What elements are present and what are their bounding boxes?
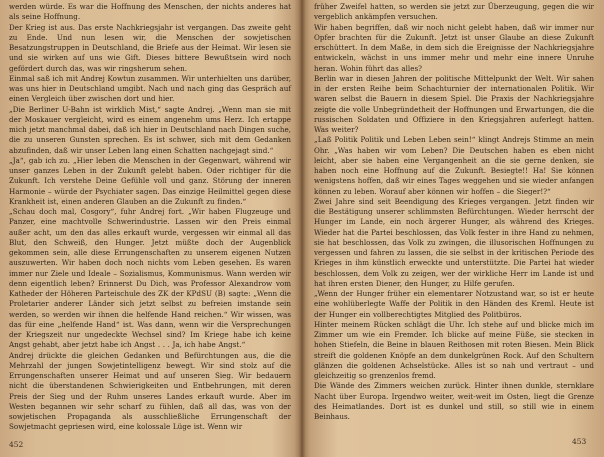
paragraph: „Laß Politik Politik und Leben Leben sein!“ klingt Andrejs Stimme an mein Ohr. „Was haben wir vom Leben? Die Deutschen haben es eben nicht leicht, aber sie haben eine Vergangenheit an die sie gerne denken, sie haben noch eine Hoffnung auf die Zukunft. Besiegte!! Ha! Sie können wenigstens hoffen, daß wir eines Tages weggehen und sie wieder anfangen können zu leben. Worauf aber können wir hoffen – die Sieger!?“ <box>314 135 594 196</box>
paragraph: Hinter meinem Rücken schlägt die Uhr. Ich stehe auf und blicke mich im Zimmer um wie ein Fremder. Ich blicke auf meine Füße, sie stecken in hohen Stiefeln, die Beine in blauen Reithosen mit roten Biesen. Mein Blick streift die goldenen Knöpfe an dem dunkelgrünen Rock. Auf den Schultern glänzen die goldenen Achselstücke. Alles ist so nah und vertraut – und gleichzeitig so grenzenlos fremd. <box>314 319 594 380</box>
paragraph: früher Zweifel hatten, so werden sie jetzt zur Überzeugung, gegen die wir vergeblich ankämpfen versuchen. <box>314 2 594 22</box>
paragraph: Berlin war in diesen Jahren der politische Mittelpunkt der Welt. Wir sahen in der ersten Reihe beim Schachturnier der internationalen Politik. Wir waren selbst die Bauern in diesem Spiel. Die Praxis der Nachkriegsjahre zeigte die volle Unbegründetheit der Hoffnungen und Erwartungen, die die russischen Soldaten und Offiziere in den Kriegsjahren auferlegt hatten. Was weiter? <box>314 73 594 134</box>
paragraph: „Die Berliner U-Bahn ist wirklich Mist,“ sagte Andrej. „Wenn man sie mit der Moskauer vergleicht, wird es einem angenehm ums Herz. Ich ertappe mich jetzt manchmal dabei, daß ich hier in Deutschland nach Dingen suche, die zu unseren Gunsten sprechen. Es ist schwer, sich mit dem Gedanken abzufinden, daß wir unser Leben lang einen Schatten nachgejagt sind.“ <box>9 104 291 155</box>
page-number: 453 <box>572 437 587 446</box>
paragraph: „Ja“, gab ich zu. „Hier leben die Menschen in der Gegenwart, während wir unser ganzes Leben in der Zukunft gelebt haben. Oder richtiger für die Zukunft. Ich verstehe Deine Gefühle voll und ganz. Störung der inneren Harmonie – würde der Psychiater sagen. Das einzige Heilmittel gegen diese Krankheit ist, einen anderen Glauben an die Zukunft zu finden.“ <box>9 155 291 206</box>
paragraph: „Wenn der Hunger früher ein elementarer Notzustand war, so ist er heute eine wohlüberlegte Waffe der Politik in den Händen des Kreml. Heute ist der Hunger ein vollberechtigtes Mitglied des Politbüros. <box>314 289 594 319</box>
paragraph: Zwei Jahre sind seit Beendigung des Krieges vergangen. Jetzt finden wir die Bestätigung unserer schlimmsten Befürchtungen. Wieder herrscht der Hunger im Lande, ein noch ärgerer Hunger, als während des Krieges. Wieder hat die Partei beschlossen, das Volk fester in ihre Hand zu nehmen, sie hat beschlossen, das Volk zu zwingen, die illusorischen Hoffnungen zu vergessen und fahren zu lassen, die sie selbst in der kritischen Periode des Krieges in ihm künstlich erweckte und unterstützte. Die Partei hat wieder beschlossen, dem Volk zu zeigen, wer der wirkliche Herr im Lande ist und hat ihren ersten Diener, den Hunger, zu Hilfe gerufen. <box>314 196 594 288</box>
paragraph: Der Krieg ist aus. Das erste Nachkriegsjahr ist vergangen. Das zweite geht zu Ende. Und nun lesen wir, die Menschen der sowjetischen Besatzungstruppen in Deutschland, die Briefe aus der Heimat. Wir lesen sie und sie wirken auf uns wie Gift. Dieses bittere Bewußtsein wird noch gefördert durch das, was wir ringsherum sehen. <box>9 22 291 73</box>
paragraph: Einmal saß ich mit Andrej Kowtun zusammen. Wir unterhielten uns darüber, was uns hier in Deutschland umgibt. Nach und nach ging das Gespräch auf einen Vergleich über zwischen dort und hier. <box>9 73 291 104</box>
paragraph: Andrej drückte die gleichen Gedanken und Befürchtungen aus, die die Mehrzahl der jungen Sowjetintelligenz bewegt. Wir sind stolz auf die Errungenschaften unserer Heimat und auf unseren Sieg. Wir bedauern nicht die überstandenen Schwierigkeiten und Entbehrungen, mit deren Preis der Sieg und der Ruhm unseres Landes erkauft wurde. Aber im Westen begannen wir sehr scharf zu fühlen, daß all das, was von der sowjetischen Propaganda als ausschließliche Errungenschaft der Sowjetmacht gepriesen wird, eine kolossale Lüge ist. Wenn wir <box>9 350 291 432</box>
right-page <box>302 0 604 457</box>
paragraph: Die Wände des Zimmers weichen zurück. Hinter ihnen dunkle, sternklare Nacht über Europa. Irgendwo weiter, weit-weit im Osten, liegt die Grenze des Heimatlandes. Dort ist es dunkel und still, so still wie in einem Beinhaus. <box>314 381 594 421</box>
paragraph: „Schau doch mal, Cosgory“, fuhr Andrej fort. „Wir haben Flugzeuge und Panzer, eine machtvolle Schwerindustrie. Lassen wir den Preis einmal außer acht, um den das alles erkauft wurde, vergessen wir einmal all das Blut, den Schweiß, den Hunger. Jetzt müßte doch der Augenblick gekommen sein, alle diese Errungenschaften zu unserem eigenen Nutzen auszuwerten. Wir haben doch noch nichts vom Leben gesehen. Es waren immer nur Ziele und Ideale – Sozialismus, Kommunismus. Wann werden wir denn eigentlich leben? Erinnerst Du Dich, was Professor Alexandrow vom Katheder der Höheren Parteischule des ZK der KPdSU (B) sagte: „Wenn die Proletarier anderer Länder sich jetzt selbst zu befreien imstande sein werden, so werden wir ihnen die helfende Hand reichen.“ Wir wissen, was das für eine „helfende Hand“ ist. Was dann, wenn wir die Versprechungen der Kriegszeit nur ungedeckte Wechsel sind? Im Kriege habe ich keine Angst gehabt, aber jetzt habe ich Angst . . . Ja, ich habe Angst.“ <box>9 207 291 350</box>
page-number: 452 <box>9 440 24 449</box>
paragraph: werden würde. Es war die Hoffnung des Menschen, der nichts anderes hat als seine Hoffnung. <box>9 2 291 22</box>
left-page-text <box>9 2 291 433</box>
right-page-text <box>314 2 594 422</box>
paragraph: Wir haben begriffen, daß wir noch nicht gelebt haben, daß wir immer nur Opfer brachten für die Zukunft. Jetzt ist unser Glaube an diese Zukunft erschüttert. In dem Maße, in dem sich die Ereignisse der Nachkriegsjahre entwickeln, wächst in uns immer mehr und mehr eine innere Unruhe heran. Wohin führt das alles? <box>314 22 594 73</box>
